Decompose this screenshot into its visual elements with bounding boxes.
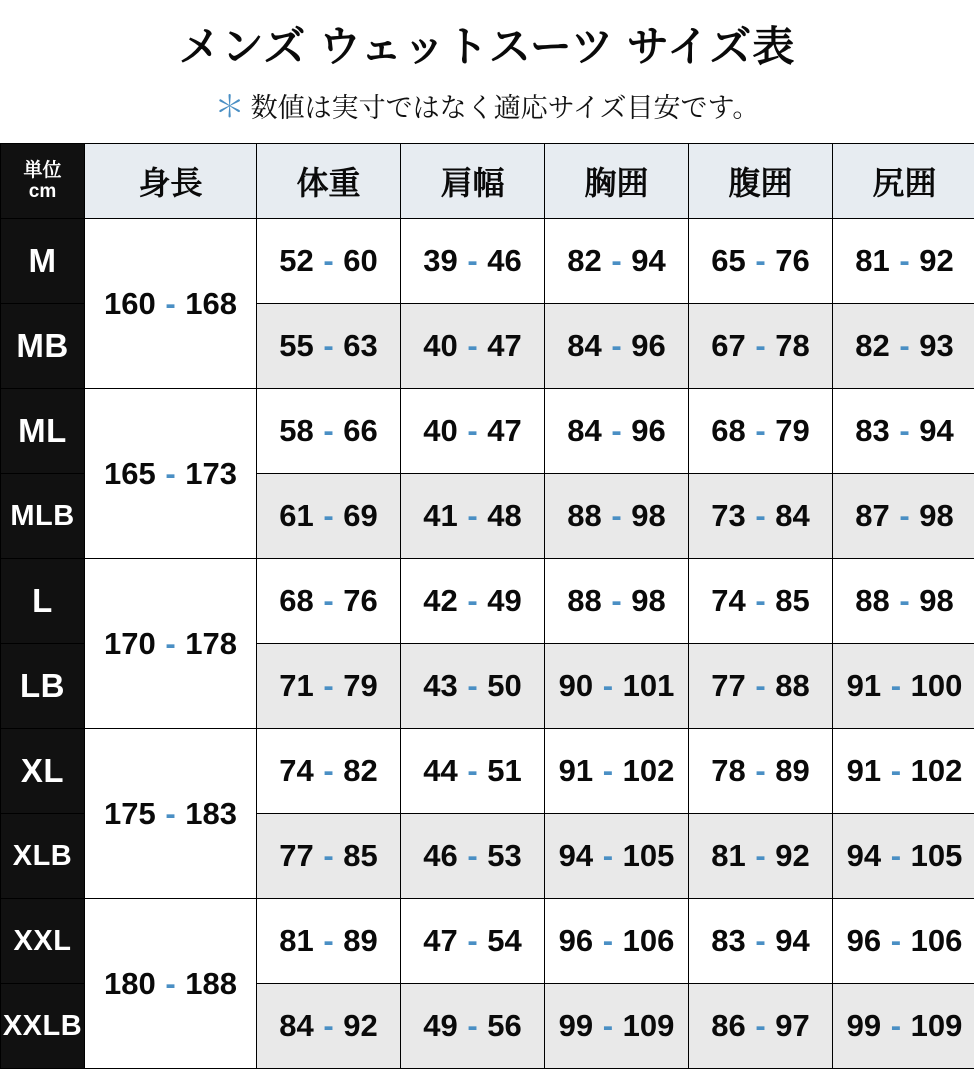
weight-range: 58 - 66 [257,389,401,474]
chest-range: 91 - 102 [545,729,689,814]
weight-range: 55 - 63 [257,304,401,389]
weight-range: 74 - 82 [257,729,401,814]
waist-range: 86 - 97 [689,984,833,1069]
chest-range: 82 - 94 [545,219,689,304]
shoulder-range: 44 - 51 [401,729,545,814]
note-text: 数値は実寸ではなく適応サイズ目安です。 [250,93,760,124]
hip-range: 99 - 109 [833,984,974,1069]
hip-range: 81 - 92 [833,219,974,304]
chest-range: 96 - 106 [545,899,689,984]
waist-range: 68 - 79 [689,389,833,474]
note-row [0,86,974,125]
shoulder-range: 47 - 54 [401,899,545,984]
weight-range: 77 - 85 [257,814,401,899]
size-label: XXL [1,899,85,984]
weight-range: 52 - 60 [257,219,401,304]
column-header-height: 身長 [85,144,257,219]
column-header-chest: 胸囲 [545,144,689,219]
waist-range: 83 - 94 [689,899,833,984]
shoulder-range: 49 - 56 [401,984,545,1069]
hip-range: 91 - 102 [833,729,974,814]
shoulder-range: 39 - 46 [401,219,545,304]
chest-range: 94 - 105 [545,814,689,899]
size-label: XXLB [1,984,85,1069]
shoulder-range: 43 - 50 [401,644,545,729]
waist-range: 74 - 85 [689,559,833,644]
waist-range: 77 - 88 [689,644,833,729]
size-label: XL [1,729,85,814]
hip-range: 96 - 106 [833,899,974,984]
table-row [1,729,974,814]
unit-label-line1: 単位 [23,159,62,181]
waist-range: 73 - 84 [689,474,833,559]
table-row [1,389,974,474]
column-header-weight: 体重 [257,144,401,219]
shoulder-range: 40 - 47 [401,304,545,389]
hip-range: 88 - 98 [833,559,974,644]
chest-range: 90 - 101 [545,644,689,729]
table-row [1,559,974,644]
shoulder-range: 42 - 49 [401,559,545,644]
asterisk-icon: ＊ [214,90,245,124]
weight-range: 61 - 69 [257,474,401,559]
chest-range: 99 - 109 [545,984,689,1069]
size-label: M [1,219,85,304]
chest-range: 88 - 98 [545,474,689,559]
height-range: 180 - 188 [85,899,257,1069]
waist-range: 81 - 92 [689,814,833,899]
hip-range: 87 - 98 [833,474,974,559]
page-title: メンズ ウェットスーツ サイズ表 [178,23,796,70]
size-label: MLB [1,474,85,559]
height-range: 175 - 183 [85,729,257,899]
size-label: LB [1,644,85,729]
hip-range: 82 - 93 [833,304,974,389]
column-header-waist: 腹囲 [689,144,833,219]
chest-range: 84 - 96 [545,389,689,474]
chest-range: 88 - 98 [545,559,689,644]
height-range: 165 - 173 [85,389,257,559]
waist-range: 65 - 76 [689,219,833,304]
unit-header-cell [1,144,85,219]
hip-range: 83 - 94 [833,389,974,474]
shoulder-range: 40 - 47 [401,389,545,474]
height-range: 170 - 178 [85,559,257,729]
column-header-shoulder: 肩幅 [401,144,545,219]
height-range: 160 - 168 [85,219,257,389]
waist-range: 78 - 89 [689,729,833,814]
waist-range: 67 - 78 [689,304,833,389]
weight-range: 68 - 76 [257,559,401,644]
weight-range: 84 - 92 [257,984,401,1069]
table-header-row [1,144,974,219]
table-row [1,899,974,984]
size-label: L [1,559,85,644]
chest-range: 84 - 96 [545,304,689,389]
weight-range: 81 - 89 [257,899,401,984]
size-table [0,143,974,1069]
shoulder-range: 46 - 53 [401,814,545,899]
table-header [1,144,974,219]
table-row [1,219,974,304]
size-label: XLB [1,814,85,899]
unit-label-line2: cm [28,181,57,203]
weight-range: 71 - 79 [257,644,401,729]
hip-range: 91 - 100 [833,644,974,729]
shoulder-range: 41 - 48 [401,474,545,559]
size-label: MB [1,304,85,389]
size-label: ML [1,389,85,474]
table-body [1,219,974,1069]
hip-range: 94 - 105 [833,814,974,899]
column-header-hip: 尻囲 [833,144,974,219]
